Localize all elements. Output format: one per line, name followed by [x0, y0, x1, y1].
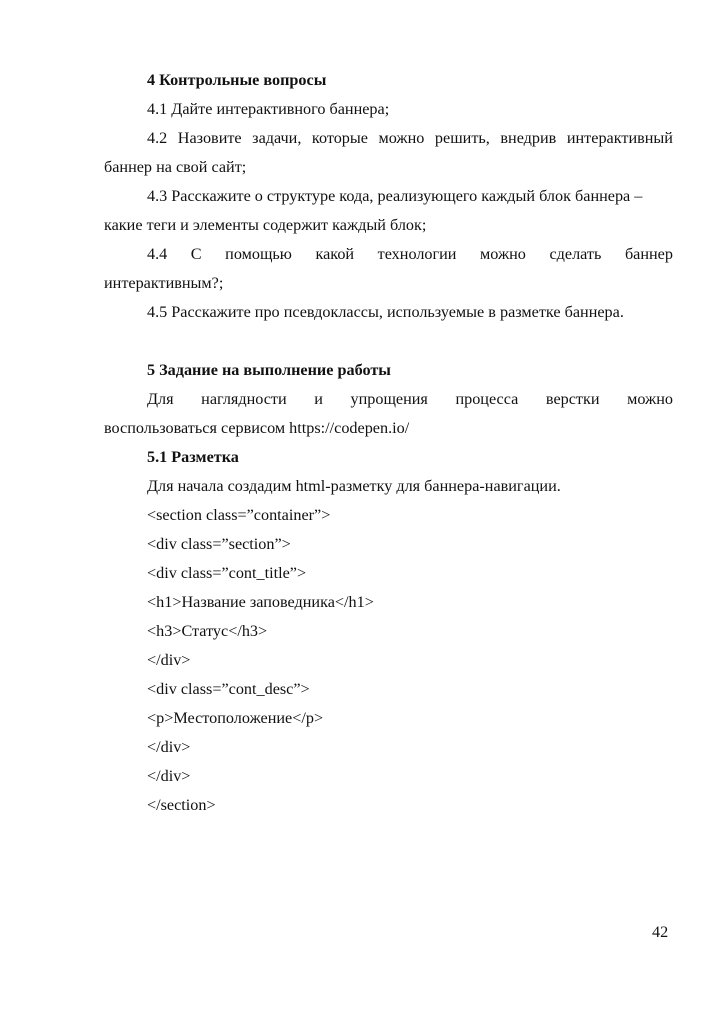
word: верстки [545, 390, 600, 408]
word: которые [311, 129, 368, 147]
word: интерактивный [566, 129, 673, 147]
code-line: <h3>Статус</h3> [147, 622, 268, 640]
question-4-3-line-1: 4.3 Расскажите о структуре кода, реализующего каждый блок баннера – [147, 187, 643, 205]
word: можно [378, 129, 425, 147]
subsection-5-1-heading: 5.1 Разметка [147, 448, 239, 466]
word: технологии [377, 245, 457, 263]
section-spacer [104, 327, 673, 356]
subsection-5-1-intro: Для начала создадим html-разметку для баннера-навигации. [147, 477, 561, 495]
word: и [314, 390, 323, 408]
word: можно [480, 245, 526, 263]
code-line: </section> [147, 796, 216, 814]
code-line: <h1>Название заповедника</h1> [147, 593, 374, 611]
section-5-intro-line-1 [104, 385, 673, 414]
section-5-intro-line-2: воспользоваться сервисом https://codepen.io/ [104, 419, 410, 437]
word: внедрив [500, 129, 557, 147]
word: Для [147, 390, 174, 408]
section-5-heading: 5 Задание на выполнение работы [147, 361, 391, 379]
word: баннер [624, 245, 673, 263]
question-4-4-line-1 [104, 240, 673, 269]
code-line: <div class=”section”> [147, 535, 291, 553]
code-line: </div> [147, 767, 191, 785]
code-line: </div> [147, 651, 191, 669]
question-4-5: 4.5 Расскажите про псевдоклассы, используемые в разметке баннера. [147, 303, 624, 321]
page-number: 42 [652, 923, 669, 941]
word: процесса [455, 390, 519, 408]
question-4-2-line-2: баннер на свой сайт; [104, 158, 247, 176]
word: С [190, 245, 202, 263]
word: 4.4 [147, 245, 168, 263]
code-line: <section class=”container”> [147, 506, 331, 524]
word: можно [627, 390, 673, 408]
word: какой [315, 245, 355, 263]
word: Назовите [177, 129, 242, 147]
code-line: </div> [147, 738, 191, 756]
word: решить, [434, 129, 490, 147]
word: 4.2 [147, 129, 168, 147]
question-4-2-line-1 [104, 124, 673, 153]
question-4-4-line-2: интерактивным?; [104, 274, 224, 292]
question-4-3-line-2: какие теги и элементы содержит каждый блок; [104, 216, 427, 234]
word: сделать [549, 245, 602, 263]
section-4-heading: 4 Контрольные вопросы [147, 71, 327, 89]
code-line: <div class=”cont_title”> [147, 564, 307, 582]
word: задачи, [252, 129, 302, 147]
code-line: <p>Местоположение</p> [147, 709, 324, 727]
word: упрощения [350, 390, 428, 408]
word: помощью [225, 245, 292, 263]
word: наглядности [201, 390, 287, 408]
code-line: <div class=”cont_desc”> [147, 680, 310, 698]
question-4-1: 4.1 Дайте интерактивного баннера; [147, 100, 390, 118]
document-page [104, 66, 673, 820]
